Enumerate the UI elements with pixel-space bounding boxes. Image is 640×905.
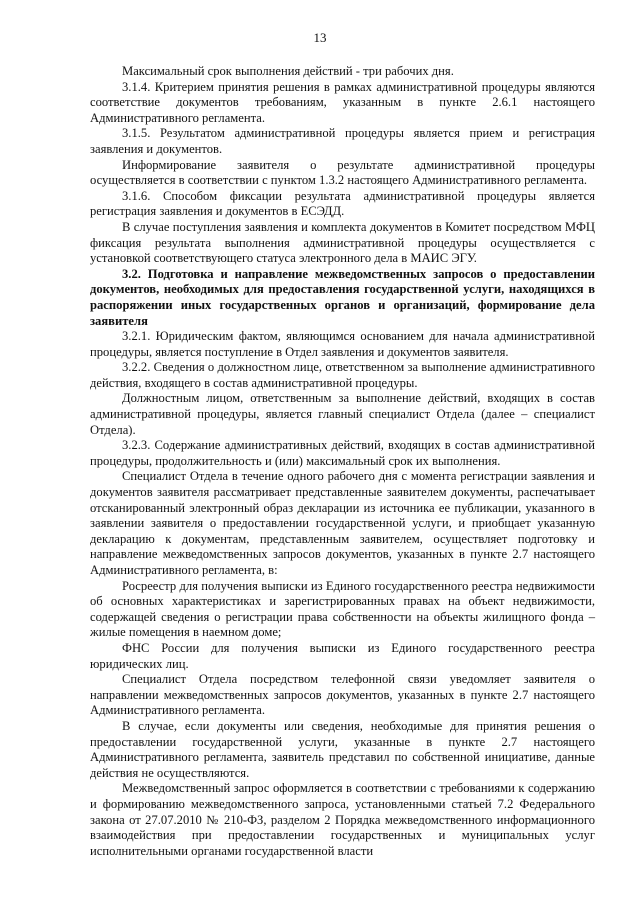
paragraph: 3.2.2. Сведения о должностном лице, ответственном за выполнение административного действия, входящего в состав административной процедуры. [90,360,595,390]
page-number: 13 [313,30,327,45]
paragraph: Специалист Отдела в течение одного рабочего дня с момента регистрации заявления и документов заявителя рассматривает представленные заявителем документы, распечатывает отсканированный электронный образ декларации из источника ее публикации, указанного в заявлении заявителя о предоставлении государственной услуги, и приобщает указанную декларацию к документам, представленным заявителем, осуществляет подготовку и направление межведомственных запросов документов, указанных в пункте 2.7 настоящего Административного регламента, в: [90,469,595,577]
section-heading: 3.2. Подготовка и направление межведомственных запросов о предоставлении документов, необходимых для предоставления государственной услуги, находящихся в распоряжении иных государственных органов и организаций, формирование дела заявителя [90,266,595,328]
paragraph: 3.1.4. Критерием принятия решения в рамках административной процедуры являются соответствие документов требованиям, указанным в пункте 2.6.1 настоящего Административного регламента. [90,79,595,125]
paragraph: Специалист Отдела посредством телефонной связи уведомляет заявителя о направлении межведомственных запросов документов, указанных в пункте 2.7 настоящего Административного регламента. [90,672,595,718]
paragraph: Максимальный срок выполнения действий - три рабочих дня. [122,64,454,78]
paragraph: ФНС России для получения выписки из Единого государственного реестра юридических лиц. [90,640,595,671]
paragraph: 3.2.1. Юридическим фактом, являющимся основанием для начала административной процедуры, является поступление в Отдел заявления и документов заявителя. [90,329,595,359]
paragraph: В случае поступления заявления и комплекта документов в Комитет посредством МФЦ фиксация результата выполнения административной процедуры осуществляется с установкой соответствующего статуса электронного дела в МАИС ЭГУ. [90,219,595,266]
paragraph: Росреестр для получения выписки из Единого государственного реестра недвижимости об основных характеристиках и зарегистрированных правах на объект недвижимости, содержащей сведения о регистрации права собственности на объекты жилищного фонда – жилые помещения в наемном доме; [90,578,595,640]
paragraph: 3.1.5. Результатом административной процедуры является прием и регистрация заявления и документов. [90,126,595,156]
paragraph: Должностным лицом, ответственным за выполнение действий, входящих в состав административной процедуры, является главный специалист Отдела (далее – специалист Отдела). [90,391,595,437]
paragraph: В случае, если документы или сведения, необходимые для принятия решения о предоставлении государственной услуги, указанные в пункте 2.7 настоящего Административного регламента, заявитель представил по собственной инициативе, данные действия не осуществляются. [90,718,595,780]
paragraph: 3.1.6. Способом фиксации результата административной процедуры является регистрация заявления и документов в ЕСЭДД. [90,188,595,219]
paragraph: Межведомственный запрос оформляется в соответствии с требованиями к содержанию и формированию межведомственного запроса, установленными статьей 7.2 Федерального закона от 27.07.2010 № 210-ФЗ, разделом 2 Порядка межведомственного информационного взаимодействия при предоставлении государственных и муниципальных услуг исполнительными органами государственной власти [90,781,595,858]
document-body [90,64,595,859]
paragraph: Информирование заявителя о результате административной процедуры осуществляется в соответствии с пунктом 1.3.2 настоящего Административного регламента. [90,157,595,188]
paragraph: 3.2.3. Содержание административных действий, входящих в состав административной процедуры, продолжительность и (или) максимальный срок их выполнения. [90,438,595,468]
